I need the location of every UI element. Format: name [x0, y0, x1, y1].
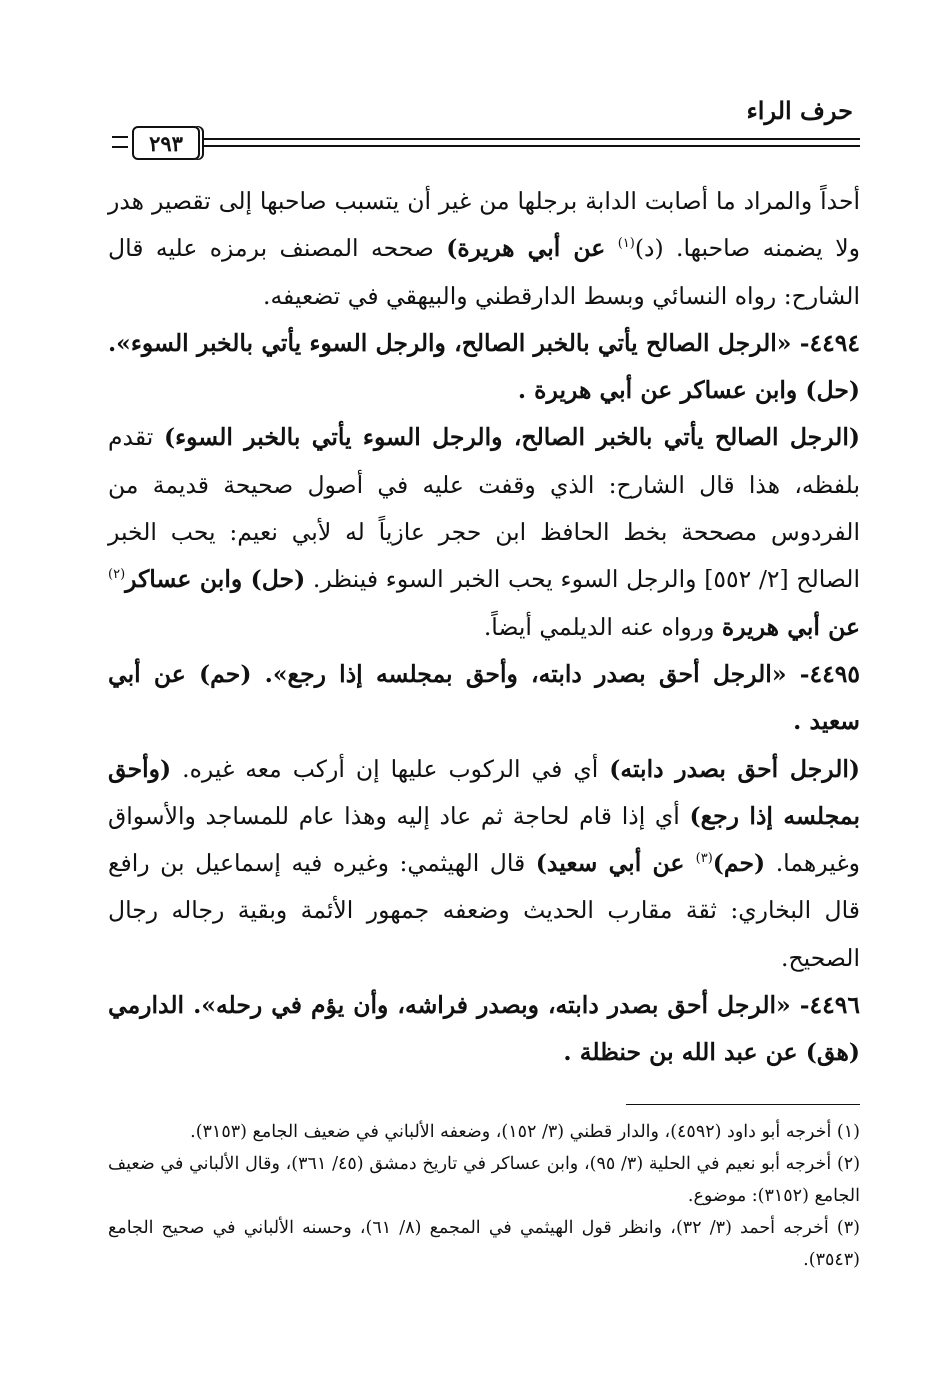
paragraph-commentary-4494: [108, 414, 860, 650]
footnote-ref-1[interactable]: (١): [617, 236, 635, 252]
paragraph-commentary-4493: [108, 178, 860, 320]
page-number-ornament: [112, 136, 128, 148]
main-text: [108, 178, 860, 1077]
bold-run: عن أبي هريرة: [721, 612, 860, 641]
footnote-separator: [626, 1104, 860, 1105]
bold-run: (الرجل الصالح يأتي بالخبر الصالح، والرجل السوء يأتي بالخبر السوء): [163, 423, 860, 452]
bold-run: (الرجل أحق بصدر دابته): [609, 754, 860, 783]
hadith-4496: ٤٤٩٦- «الرجل أحق بصدر دابته، وبصدر فراشه، وأن يؤم في رحله». الدارمي (هق) عن عبد الله بن حنظلة .: [108, 991, 860, 1067]
paragraph-commentary-4495: [108, 746, 860, 982]
text-run: صححه المصنف برمزه عليه قال الشارح: رواه النسائي وبسط الدارقطني والبيهقي في تضعيفه.: [108, 234, 860, 310]
footnote-ref-3[interactable]: (٣): [695, 851, 713, 867]
text-run: تقدم بلفظه، هذا قال الشارح: الذي وقفت عليه في أصول صحيحة قديمة من الفردوس مصححة بخط الحافظ ابن حجر عازياً له لأبي نعيم: يحب الخبر الصالح [٢/ ٥٥٢] والرجل السوء يحب الخبر السوء فينظر.: [108, 423, 860, 594]
hadith-4494: ٤٤٩٤- «الرجل الصالح يأتي بالخبر الصالح، والرجل السوء يأتي بالخبر السوء». (حل) وابن عساكر عن أبي هريرة .: [108, 328, 860, 405]
bold-run: عن أبي سعيد): [535, 849, 696, 878]
text-run: [605, 234, 617, 262]
footnote-3: (٣) أخرجه أحمد (٣/ ٣٢)، وانظر قول الهيثمي في المجمع (٨/ ٦١)، وحسنه الألباني في صحيح الجامع (٣٥٤٣).: [108, 1218, 860, 1270]
footnote-1: (١) أخرجه أبو داود (٤٥٩٢)، والدار قطني (٣/ ١٥٢)، وضعفه الألباني في ضعيف الجامع (٣١٥٣).: [190, 1122, 860, 1142]
text-run: أي إذا قام لحاجة ثم عاد إليه وهذا عام للمساجد والأسواق وغيرهما.: [108, 801, 860, 878]
bold-run: (حل) وابن عساكر: [125, 565, 306, 594]
page-number: ٢٩٣: [132, 126, 200, 160]
footnotes: [108, 1116, 860, 1276]
hadith-4495: ٤٤٩٥- «الرجل أحق بصدر دابته، وأحق بمجلسه إذا رجع». (حم) عن أبي سعيد .: [108, 659, 860, 736]
footnote-ref-2[interactable]: (٢): [108, 567, 126, 583]
bold-run: عن أبي هريرة): [446, 234, 606, 263]
text-run: ورواه عنه الديلمي أيضاً.: [483, 612, 722, 641]
text-run: قال الهيثمي: وغيره فيه إسماعيل بن رافع قال البخاري: ثقة مقارب الحديث وضعفه جمهور الأئمة وبقية رجاله رجال الصحيح.: [108, 849, 860, 972]
text-run: أحداً والمراد ما أصابت الدابة برجلها من غير أن يتسبب صاحبها إلى تقصير هدر ولا يضمنه صاحبها. (د): [108, 187, 860, 263]
header-double-rule: [200, 138, 860, 147]
footnote-2: (٢) أخرجه أبو نعيم في الحلية (٣/ ٩٥)، وابن عساكر في تاريخ دمشق (٤٥/ ٣٦١)، وقال الألباني في ضعيف الجامع (٣١٥٢): موضوع.: [108, 1154, 861, 1206]
running-title: حرف الراء: [746, 96, 853, 125]
bold-run: (حم): [712, 849, 766, 878]
text-run: أي في الركوب عليها إن أركب معه غيره.: [171, 754, 610, 783]
bold-run: (وأحق بمجلسه إذا رجع): [108, 754, 860, 830]
